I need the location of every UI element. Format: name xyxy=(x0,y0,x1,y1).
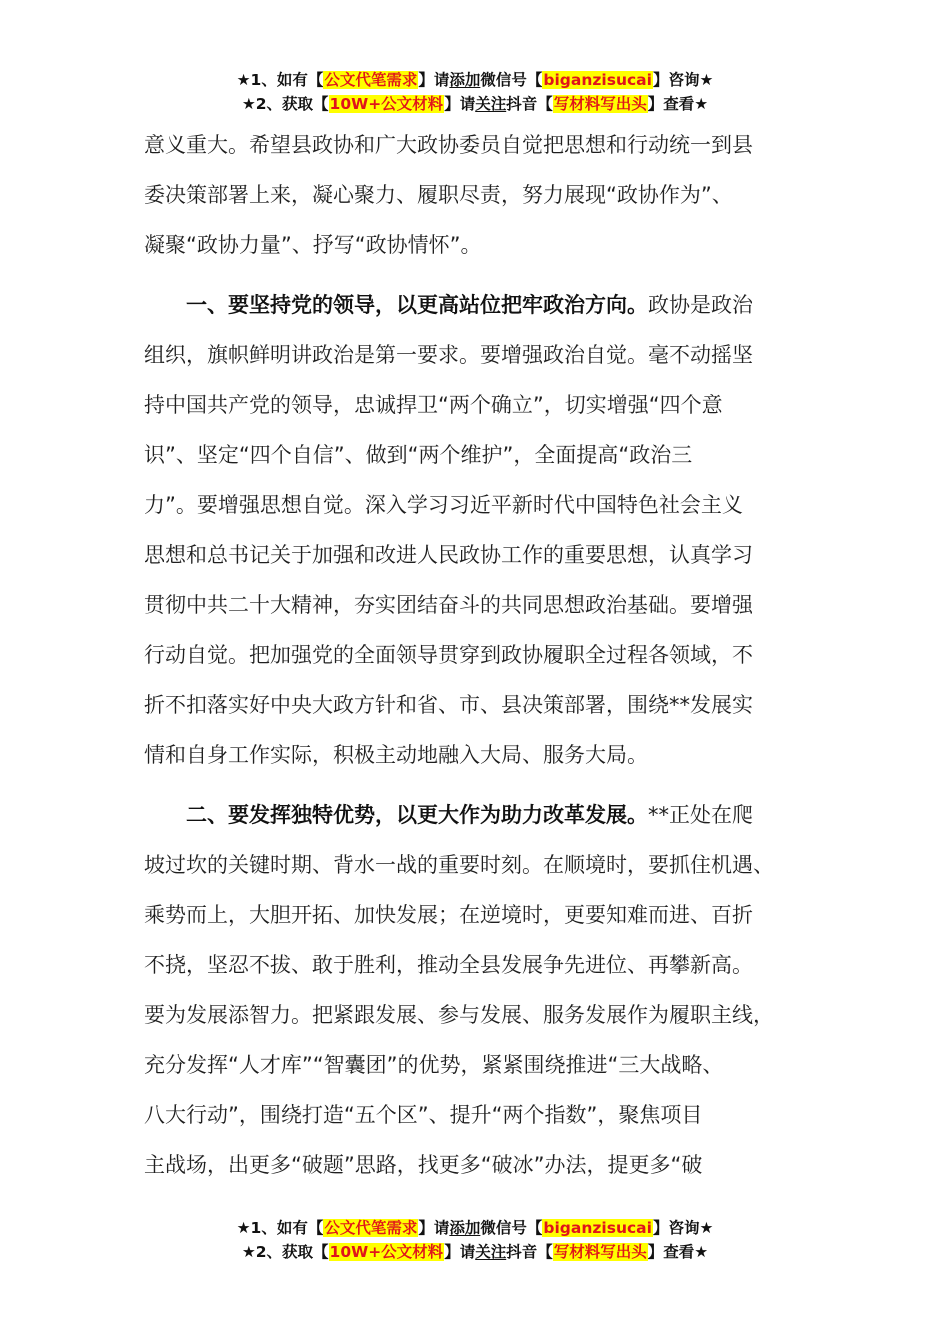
section-1-first-line xyxy=(144,280,834,330)
body-line: 意义重大。希望县政协和广大政协委员自觉把思想和行动统一到县 xyxy=(144,133,753,157)
body-line: 乘势而上，大胆开拓、加快发展；在逆境时，更要知难而进、百折 xyxy=(144,903,753,927)
banner-underline-text: 添加 xyxy=(449,71,481,89)
banner-highlight: 10W+公文材料 xyxy=(329,1243,444,1261)
banner-text: 】咨询★ xyxy=(652,71,714,89)
banner-line-1 xyxy=(0,68,950,92)
body-line: 委决策部署上来，凝心聚力、履职尽责，努力展现“政协作为”、 xyxy=(144,183,733,207)
banner-highlight: 写材料写出头 xyxy=(553,1243,647,1261)
body-line: 充分发挥“人才库”“智囊团”的优势，紧紧围绕推进“三大战略、 xyxy=(144,1053,724,1077)
body-line: 主战场，出更多“破题”思路，找更多“破冰”办法，提更多“破 xyxy=(144,1153,703,1177)
banner-underline-text: 添加 xyxy=(449,1219,481,1237)
banner-text: 】查看★ xyxy=(647,95,709,113)
banner-underline-text: 关注 xyxy=(475,1243,507,1261)
body-line: 要为发展添智力。把紧跟发展、参与发展、服务发展作为履职主线， xyxy=(144,1003,774,1027)
body-line: 持中国共产党的领导，忠诚捍卫“两个确立”，切实增强“四个意 xyxy=(144,393,723,417)
banner-text: ★2、获取【 xyxy=(241,95,329,113)
body-line: 贯彻中共二十大精神，夯实团结奋斗的共同思想政治基础。要增强 xyxy=(144,593,753,617)
body-line: 力”。要增强思想自觉。深入学习习近平新时代中国特色社会主义 xyxy=(144,493,743,517)
body-line: 组织，旗帜鲜明讲政治是第一要求。要增强政治自觉。毫不动摇坚 xyxy=(144,343,753,367)
banner-text: 】请 xyxy=(444,1243,476,1261)
banner-highlight: biganzisucai xyxy=(543,1219,652,1237)
body-line: 凝聚“政协力量”、抒写“政协情怀”。 xyxy=(144,233,482,257)
section-1-heading: 一、要坚持党的领导，以更高站位把牢政治方向。 xyxy=(186,293,648,317)
section-2-heading: 二、要发挥独特优势，以更大作为助力改革发展。 xyxy=(186,803,648,827)
banner-text: 】咨询★ xyxy=(652,1219,714,1237)
banner-text: ★1、如有【 xyxy=(236,71,324,89)
banner-text: ★1、如有【 xyxy=(236,1219,324,1237)
body-line: 行动自觉。把加强党的全面领导贯穿到政协履职全过程各领域，不 xyxy=(144,643,753,667)
body-text: **正处在爬 xyxy=(648,803,753,827)
body-line: 思想和总书记关于加强和改进人民政协工作的重要思想，认真学习 xyxy=(144,543,753,567)
body-line: 折不扣落实好中央大政方针和省、市、县决策部署，围绕**发展实 xyxy=(144,693,753,717)
body-text: 政协是政治 xyxy=(648,293,753,317)
section-2-first-line xyxy=(144,790,834,840)
banner-highlight: 公文代笔需求 xyxy=(324,71,418,89)
banner-text: ★2、获取【 xyxy=(241,1243,329,1261)
body-line: 八大行动”，围绕打造“五个区”、提升“两个指数”，聚焦项目 xyxy=(144,1103,703,1127)
banner-underline-text: 关注 xyxy=(475,95,507,113)
body-line: 坡过坎的关键时期、背水一战的重要时刻。在顺境时，要抓住机遇、 xyxy=(144,853,774,877)
banner-line-2 xyxy=(0,1240,950,1264)
body-line: 识”、坚定“四个自信”、做到“两个维护”，全面提高“政治三 xyxy=(144,443,693,467)
banner-text: 】查看★ xyxy=(647,1243,709,1261)
document-body xyxy=(144,120,834,1190)
body-line: 情和自身工作实际，积极主动地融入大局、服务大局。 xyxy=(144,743,648,767)
banner-text: 抖音【 xyxy=(506,95,553,113)
body-line: 不挠，坚忍不拔、敢于胜利，推动全县发展争先进位、再攀新高。 xyxy=(144,953,753,977)
banner-highlight: 写材料写出头 xyxy=(553,95,647,113)
bottom-banner xyxy=(0,1216,950,1264)
banner-line-2 xyxy=(0,92,950,116)
banner-text: 微信号【 xyxy=(480,1219,543,1237)
top-banner xyxy=(0,68,950,116)
banner-line-1 xyxy=(0,1216,950,1240)
banner-highlight: 公文代笔需求 xyxy=(324,1219,418,1237)
banner-highlight: 10W+公文材料 xyxy=(329,95,444,113)
banner-text: 抖音【 xyxy=(506,1243,553,1261)
banner-text: 】请 xyxy=(418,71,450,89)
banner-text: 】请 xyxy=(418,1219,450,1237)
banner-text: 微信号【 xyxy=(480,71,543,89)
banner-highlight: biganzisucai xyxy=(543,71,652,89)
banner-text: 】请 xyxy=(444,95,476,113)
